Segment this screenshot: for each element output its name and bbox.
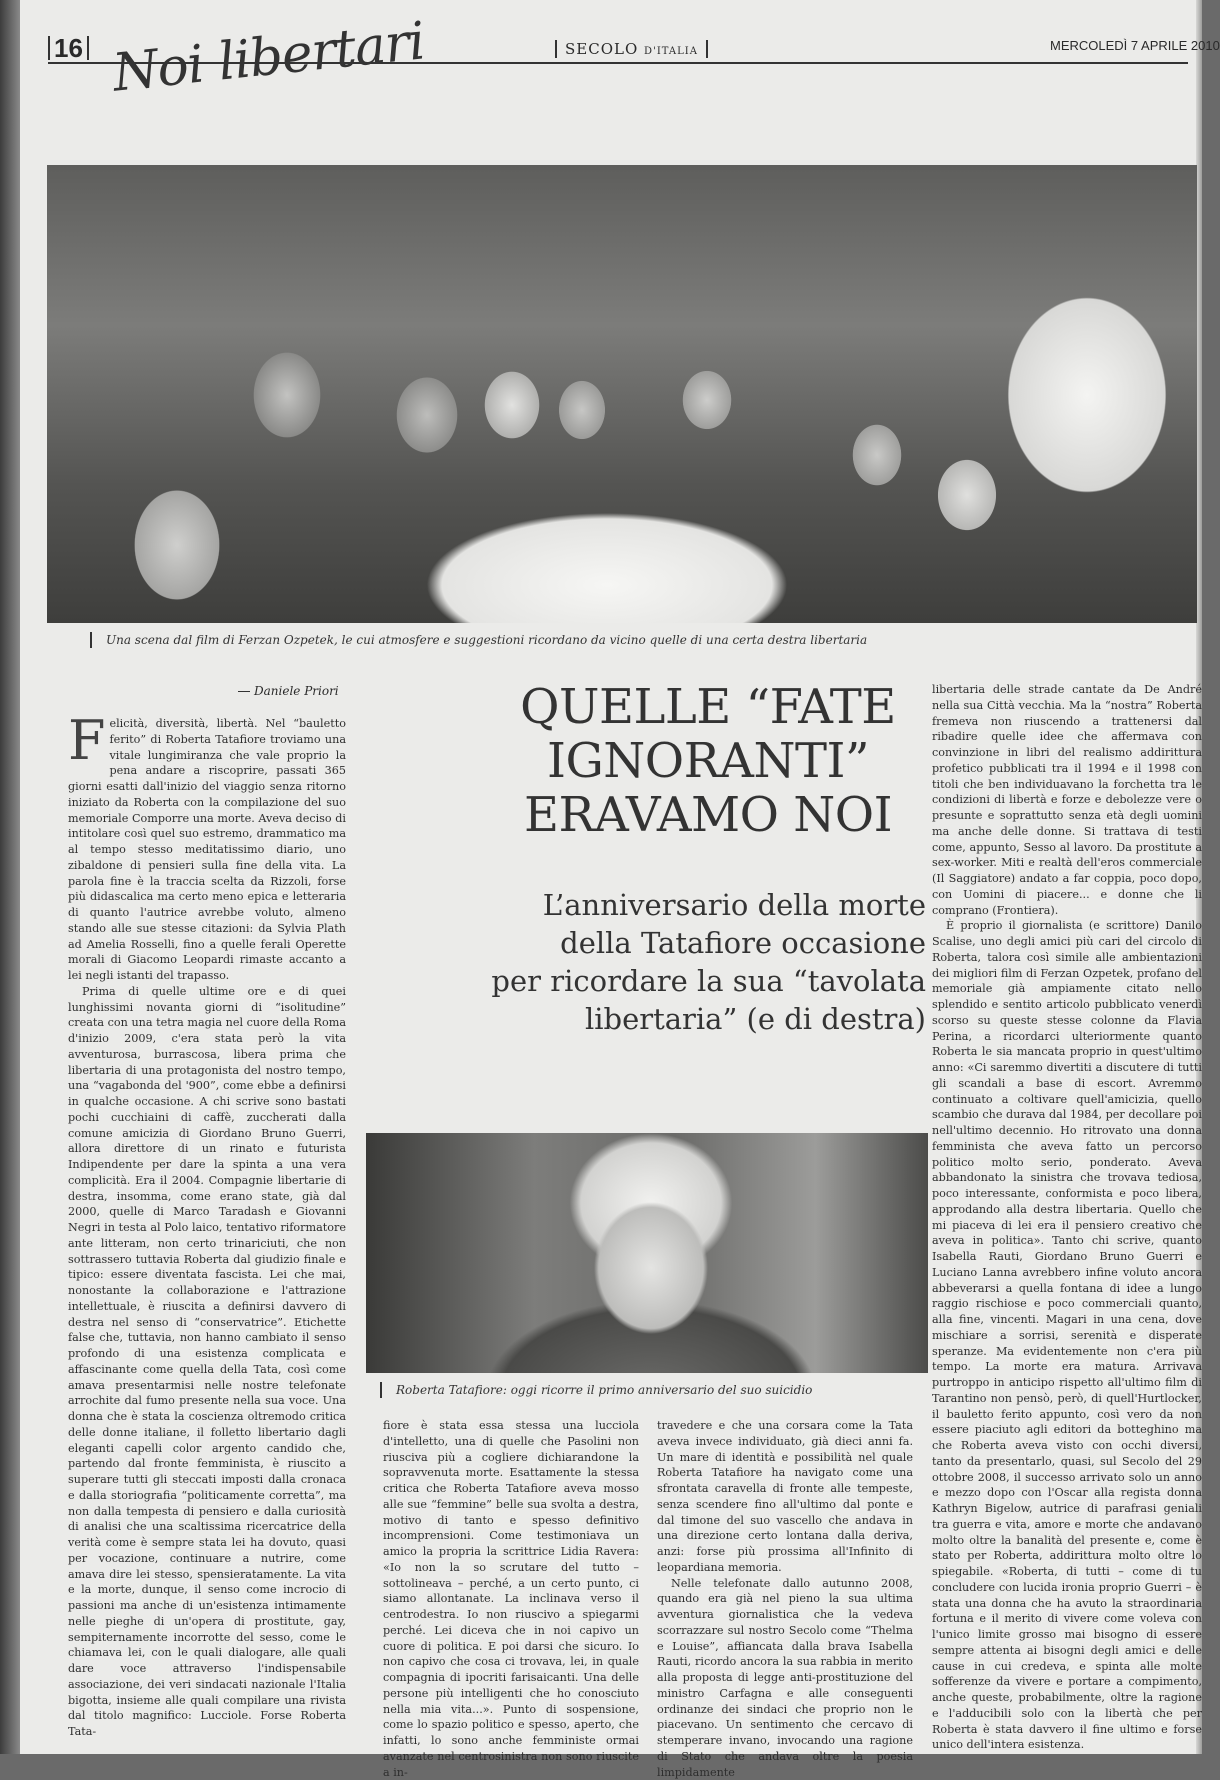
subheadline-line: libertaria” (e di destra) <box>470 1000 926 1038</box>
film-scene-photo <box>47 165 1197 623</box>
article-column-2 <box>383 1418 639 1746</box>
newspaper-page <box>20 0 1202 1754</box>
article-paragraph: Nelle telefonate dallo autunno 2008, quando era già nel pieno la sua ultima avventura giornalistica che la vedeva scorrazzare sul nostro Secolo come “Thelma e Louise”, affiancata dalla brava Isabella Rauti, ricordo ancora la sua rabbia in merito alla proposta di legge anti-prostituzione del ministro Carfagna e alle conseguenti ordinanze dei sindaci che proprio non le piacevano. Un sentimento che cercavo di stemperare invano, invocando una ragione di Stato che andava oltre la poesia limpidamente <box>657 1576 913 1780</box>
subheadline-line: per ricordare la sua “tavolata <box>470 962 926 1000</box>
header-rule <box>48 62 1188 64</box>
page-number: 16 <box>48 36 89 60</box>
section-title: Noi libertari <box>110 11 427 103</box>
masthead-main: SECOLO <box>565 40 638 58</box>
issue-date: MERCOLEDÌ 7 APRILE 2010 <box>1050 38 1220 53</box>
article-paragraph: libertaria delle strade cantate da De André nella sua Città vecchia. Ma la “nostra” Roberta fremeva non riuscendo a trattenersi dal ribadire quelle idee che affermava con convinzione in libri del realismo addirittura profetico pubblicati tra il 1994 e il 1998 con titoli che ben individuavano la forchetta tra le condizioni di libertà e forze e debolezze vere o presunte e soprattutto senza età degli uomini ma anche delle donne. Si trattava di testi come, appunto, Sesso al lavoro. Da prostitute a sex-worker. Miti e realtà dell'eros commerciale (Il Saggiatore) andato a far coppia, poco dopo, con Uomini di piacere... e donne che li comprano (Frontiera). <box>932 682 1202 918</box>
article-paragraph: elicità, diversità, libertà. Nel “bauletto ferito” di Roberta Tatafiore troviamo una vitale lungimiranza che vale proprio la pena andare a riscoprire, passati 365 giorni esatti dall'inizio del viaggio senza ritorno iniziato da Roberta con la compilazione del suo memoriale Comporre una morte. Aveva deciso di intitolare così quel suo estremo, drammatico ma al tempo stesso meditatissimo diario, uno zibaldone di pensieri sulla fine della vita. La parola fine è la traccia scelta da Rizzoli, forse più didascalica ma certo meno epica e letteraria di quanto l'autrice avrebbe voluto, almeno stando alle sue stesse citazioni: da Sylvia Plath ad Amelia Rosselli, fino a quelle ferali Operette morali di Giacomo Leopardi rimaste accanto a lei negli istanti del trapasso. <box>68 716 346 984</box>
masthead-small: D'ITALIA <box>644 46 698 57</box>
portrait-caption: Roberta Tatafiore: oggi ricorre il primo anniversario del suo suicidio <box>380 1382 812 1398</box>
article-paragraph: È proprio il giornalista (e scrittore) Danilo Scalise, uno degli amici più cari del circolo di Roberta, talora così simile alle ambientazioni dei migliori film di Ferzan Ozpetek, profano del memoriale già ampiamente citato nello splendido e sentito articolo pubblicato venerdì scorso su queste stesse colonne da Flavia Perina, a ricordarci ulteriormente quanto Roberta le sia mancata proprio in quest'ultimo anno: «Ci saremmo divertiti a discutere di tutti gli scandali a base di escort. Avremmo continuato a coltivare quell'amicizia, quello scambio che durava dal 1984, per decollare poi nell'ultimo decennio. Ho ritrovato una donna femminista che aveva fatto un percorso politico molto serio, ponderato. Aveva abbandonato la sinistra che trovava tediosa, poco interessante, conformista e poco libera, approdando alla destra libertaria. Quello che mi piaceva di lei era il pensiero creativo che aveva in politica». Tanto chi scrive, quanto Isabella Rauti, Giordano Bruno Guerri e Luciano Lanna avrebbero infine voluto ancora abbeverarsi a quella fontana di idee a lungo raggio rischiose e poco commerciali quanto, alla fine, vincenti. Magari in una cena, dove mischiare a sorrisi, serenità e disperate speranze. Ma evidentemente non c'era più tempo. La morte era matura. Arrivava purtroppo in anticipo rispetto all'ultimo film di Tarantino non pensò, però, di quell'Hurtlocker, il bauletto ferito appunto, così vero da non essere piaciuto agli editori da botteghino ma che Roberta aveva visto con occhi diversi, tanto da presentarlo, quasi, sul Secolo del 29 ottobre 2008, il successo arrivato solo un anno e mezzo dopo con l'Oscar alla regista donna Kathryn Bigelow, autrice di parafrasi geniali tra guerra e vita, amore e morte che andavano molto oltre la banalità del presente e, come è stato per Roberta, addirittura molto oltre lo spiegabile. «Roberta, di tutti – come di tu concludere con lucida ironia proprio Guerri – è stata una donna che ha avuto la straordinaria fortuna e il merito di vivere come voleva con l'unico limite grosso mai bisogno di essere sempre attenta ai bisogni degli amici e delle cause in cui credeva, e spinta alle molte sofferenze da vivere e portare a compimento, anche queste, probabilmente, oltre la ragione e l'adducibili solo con la libertà che per Roberta è stata davvero il fine ultimo e forse unico dell'intera esistenza. <box>932 918 1202 1753</box>
subheadline-line: della Tatafiore occasione <box>470 924 926 962</box>
byline: Daniele Priori <box>238 684 339 698</box>
article-paragraph: Prima di quelle ultime ore e di quei lunghissimi novanta giorni di “isolitudine” creata con una tetra magia nel cuore della Roma d'inizio 2009, c'era stata però la vita avventurosa, burrascosa, libera prima che libertaria di una protagonista del nostro tempo, una “vagabonda del '900”, come ebbe a definirsi in qualche occasione. A chi scrive sono bastati pochi cucchiaini di caffè, zuccherati dalla comune amicizia di Giordano Bruno Guerri, allora direttore di un rinato e futurista Indipendente per dare la spinta a una vera complicità. Era il 2004. Compagnie libertarie di destra, insomma, come erano state, già dal 2000, quelle di Marco Taradash e Giovanni Negri in testa al Polo laico, tentativo riformatore ante litteram, non certo trinariciuti, che non sottrassero tuttavia Roberta dal giudizio finale e tipico: essere diventata fascista. Lei che mai, nonostante la collaborazione e l'attrazione intellettuale, è riuscita a definirsi davvero di destra nel senso di “conservatrice”. Etichette false che, tuttavia, non hanno cambiato il senso profondo di una esistenza complicata e affascinante come quella della Tata, così come amava presentarmisi nelle nostre telefonate arrochite dal fumo presente nella sua voce. Una donna che è stata la coscienza oltremodo critica delle donne italiane, il folletto libertario dagli eleganti capelli color argento candido che, partendo dal fronte femminista, è riuscito a superare tutti gli steccati imposti dalla cronaca e dalla storiografia “politicamente corretta”, ma non dalla tempesta di pensiero e dalla curiosità di analisi che una scaltissima ricercatrice della verità come è sempre stata lei ha dovuto, quasi per vocazione, continuare a nutrire, come amava dire lei stesso, spensieratamente. La vita e la morte, dunque, il senso come incrocio di passioni ma anche di un'esistenza intimamente nelle pieghe di un'opera di prostitute, gay, sempiternamente incorrotte del sesso, come le chiamava lei, con le quali dialogare, alle quali dare voce attraverso l'indispensabile associazione, dei veri sindacati nazionale l'Italia bigotta, insieme alle quali compilare una rivista dal titolo magnifico: Lucciole. Forse Roberta Tata- <box>68 984 346 1740</box>
page-gutter <box>0 0 20 1754</box>
headline <box>490 680 926 842</box>
subheadline <box>470 886 926 1038</box>
drop-cap: F <box>68 718 105 764</box>
article-column-1 <box>68 716 346 1746</box>
masthead <box>555 40 708 58</box>
headline-line: IGNORANTI” <box>490 734 926 788</box>
article-column-3 <box>657 1418 913 1746</box>
article-column-4 <box>932 682 1202 1746</box>
article-paragraph: fiore è stata essa stessa una lucciola d'intelletto, una di quelle che Pasolini non riusciva più a cogliere dichiarandone la sopravvenuta morte. Esattamente la stessa critica che Roberta Tatafiore aveva mosso alle sue “femmine” belle sua svolta a destra, motivo di tanto e spesso definitivo incomprensioni. Come testimoniava un amico la propria la scrittrice Lidia Ravera: «Io non la so scrutare del tutto – sottolineava – perché, a un certo punto, ci siamo allontanate. La inclinava verso il centrodestra. Io non riuscivo a spiegarmi perché. Lei diceva che in noi capivo un cuore di politica. E poi darsi che sicuro. Io non capivo che cosa ci trovava, lei, in quale compagnia di ipocriti farisaicanti. Una delle persone più intelligenti che ho conosciuto nella mia vita...». Punto di sospensione, come lo spazio politico e spesso, aperto, che infatti, lo sono anche femministe ormai avanzate nel centrosinistra non sono riuscite a in- <box>383 1418 639 1780</box>
subheadline-line: L’anniversario della morte <box>470 886 926 924</box>
article-paragraph: travedere e che una corsara come la Tata aveva invece individuato, già dieci anni fa. Un mare di identità e possibilità nel quale Roberta Tatafiore ha navigato come una sfrontata caravella di fronte alle tempeste, senza scendere fino all'ultimo dal ponte e dal timone del suo vascello che andava in una direzione certo lontana dalla deriva, anzi: forse più prossima all'Infinito di leopardiana memoria. <box>657 1418 913 1576</box>
headline-line: QUELLE “FATE <box>490 680 926 734</box>
tatafiore-portrait-photo <box>366 1133 928 1373</box>
headline-line: ERAVAMO NOI <box>490 788 926 842</box>
photo-caption: Una scena dal film di Ferzan Ozpetek, le cui atmosfere e suggestioni ricordano da vicino quelle di una certa destra libertaria <box>90 632 867 648</box>
